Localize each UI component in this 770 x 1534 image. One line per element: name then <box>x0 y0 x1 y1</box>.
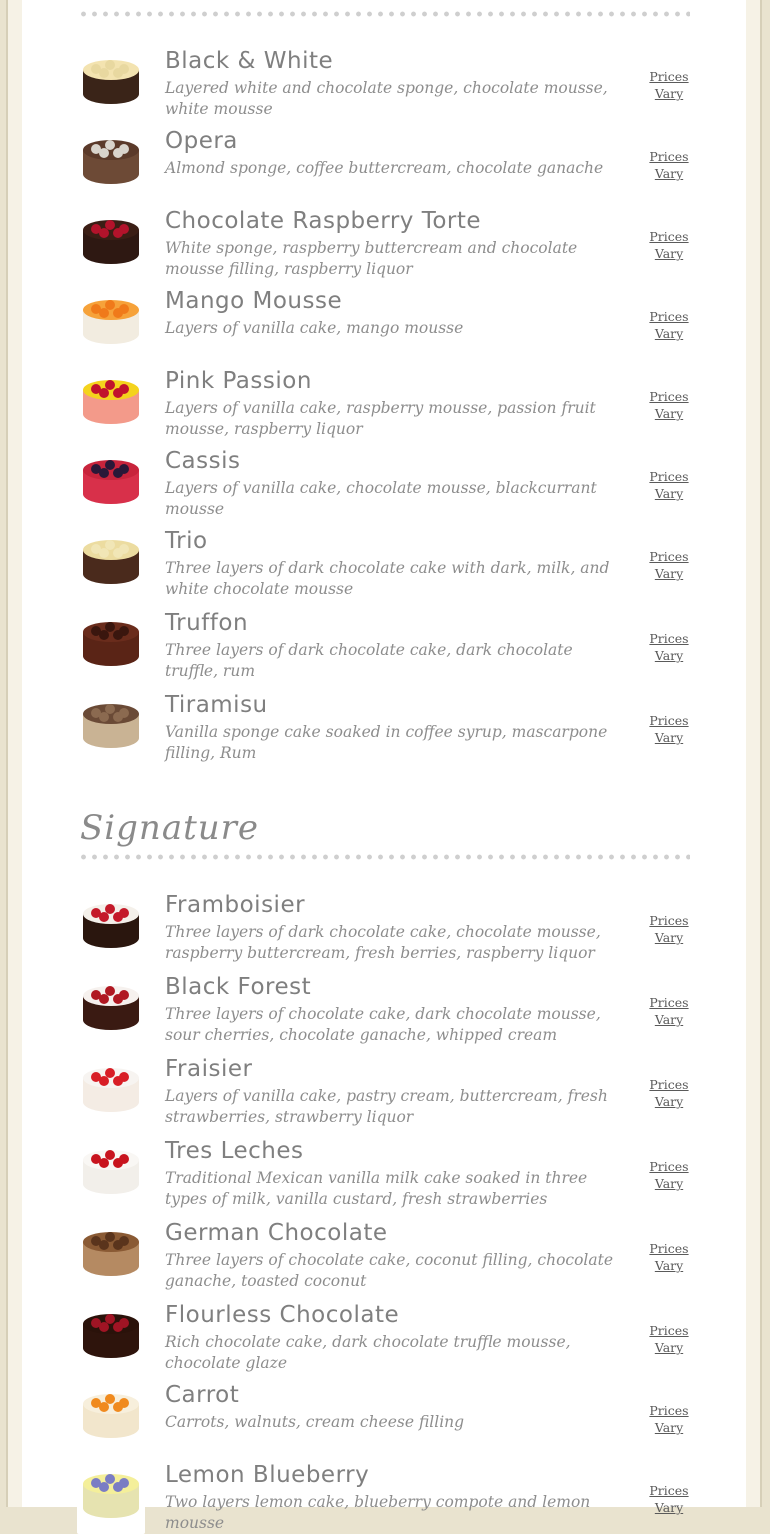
tiramisu-cake-photo <box>77 696 145 764</box>
prices-vary-link[interactable]: Prices Vary <box>649 469 689 501</box>
prices-vary-link[interactable]: Prices Vary <box>649 309 689 341</box>
item-description: Layers of vanilla cake, chocolate mousse, blackcurrant mousse <box>165 479 597 518</box>
black-white-cake-photo <box>77 52 145 120</box>
tres-leches-cake-photo <box>77 1142 145 1210</box>
item-description: Two layers lemon cake, blueberry compote and lemon mousse <box>165 1493 591 1532</box>
opera-cake-photo <box>77 132 145 200</box>
prices-vary-link[interactable]: Prices Vary <box>649 913 689 945</box>
item-name: Fraisier <box>165 1056 253 1082</box>
black-forest-cake-photo <box>77 978 145 1046</box>
item-name: Tiramisu <box>165 692 268 718</box>
german-chocolate-cake-photo <box>77 1224 145 1292</box>
prices-vary-link[interactable]: Prices Vary <box>649 549 689 581</box>
flourless-chocolate-cake-photo <box>77 1306 145 1374</box>
cassis-cake-photo <box>77 452 145 520</box>
item-name: Chocolate Raspberry Torte <box>165 208 482 234</box>
prices-vary-link[interactable]: Prices Vary <box>649 1483 689 1515</box>
section-divider <box>78 11 690 17</box>
item-description: White sponge, raspberry buttercream and chocolate mousse filling, raspberry liquor <box>165 239 578 278</box>
item-description: Three layers of chocolate cake, coconut filling, chocolate ganache, toasted coconut <box>165 1251 614 1290</box>
prices-vary-link[interactable]: Prices Vary <box>649 1403 689 1435</box>
item-name: Carrot <box>165 1382 240 1408</box>
prices-vary-link[interactable]: Prices Vary <box>649 69 689 101</box>
item-name: Pink Passion <box>165 368 312 394</box>
trio-cake-photo <box>77 532 145 600</box>
item-description: Three layers of chocolate cake, dark chocolate mousse, sour cherries, chocolate ganache, whipped cream <box>165 1005 601 1044</box>
mango-mousse-cake-photo <box>77 292 145 360</box>
prices-vary-link[interactable]: Prices Vary <box>649 149 689 181</box>
prices-vary-link[interactable]: Prices Vary <box>649 1241 689 1273</box>
prices-vary-link[interactable]: Prices Vary <box>649 1159 689 1191</box>
prices-vary-link[interactable]: Prices Vary <box>649 389 689 421</box>
section-divider <box>78 854 690 860</box>
prices-vary-link[interactable]: Prices Vary <box>649 631 689 663</box>
item-name: Opera <box>165 128 238 154</box>
prices-vary-link[interactable]: Prices Vary <box>649 995 689 1027</box>
item-description: Almond sponge, coffee buttercream, chocolate ganache <box>165 159 604 177</box>
item-name: Black Forest <box>165 974 312 1000</box>
item-name: Truffon <box>165 610 249 636</box>
carrot-cake-photo <box>77 1386 145 1454</box>
item-description: Vanilla sponge cake soaked in coffee syrup, mascarpone filling, Rum <box>165 723 608 762</box>
item-name: Mango Mousse <box>165 288 343 314</box>
fraisier-cake-photo <box>77 1060 145 1128</box>
prices-vary-link[interactable]: Prices Vary <box>649 1077 689 1109</box>
item-description: Three layers of dark chocolate cake, dark chocolate truffle, rum <box>165 641 573 680</box>
item-name: Tres Leches <box>165 1138 304 1164</box>
item-name: Cassis <box>165 448 241 474</box>
prices-vary-link[interactable]: Prices Vary <box>649 1323 689 1355</box>
item-name: Black & White <box>165 48 334 74</box>
section-title: Signature <box>80 808 260 848</box>
item-description: Three layers of dark chocolate cake, chocolate mousse, raspberry buttercream, fresh berries, raspberry liquor <box>165 923 601 962</box>
truffon-cake-photo <box>77 614 145 682</box>
framboisier-cake-photo <box>77 896 145 964</box>
item-name: German Chocolate <box>165 1220 388 1246</box>
item-description: Layers of vanilla cake, pastry cream, buttercream, fresh strawberries, strawberry liquor <box>165 1087 608 1126</box>
item-description: Traditional Mexican vanilla milk cake soaked in three types of milk, vanilla custard, fresh strawberries <box>165 1169 588 1208</box>
pink-passion-cake-photo <box>77 372 145 440</box>
item-description: Three layers of dark chocolate cake with dark, milk, and white chocolate mousse <box>165 559 610 598</box>
item-name: Framboisier <box>165 892 306 918</box>
chocolate-raspberry-torte-photo <box>77 212 145 280</box>
item-description: Carrots, walnuts, cream cheese filling <box>165 1413 465 1431</box>
item-description: Rich chocolate cake, dark chocolate truffle mousse, chocolate glaze <box>165 1333 571 1372</box>
item-name: Lemon Blueberry <box>165 1462 370 1488</box>
item-description: Layers of vanilla cake, raspberry mousse, passion fruit mousse, raspberry liquor <box>165 399 596 438</box>
item-description: Layers of vanilla cake, mango mousse <box>165 319 464 337</box>
prices-vary-link[interactable]: Prices Vary <box>649 713 689 745</box>
item-name: Trio <box>165 528 208 554</box>
lemon-blueberry-cake-photo <box>77 1466 145 1534</box>
item-description: Layered white and chocolate sponge, chocolate mousse, white mousse <box>165 79 608 118</box>
prices-vary-link[interactable]: Prices Vary <box>649 229 689 261</box>
item-name: Flourless Chocolate <box>165 1302 400 1328</box>
